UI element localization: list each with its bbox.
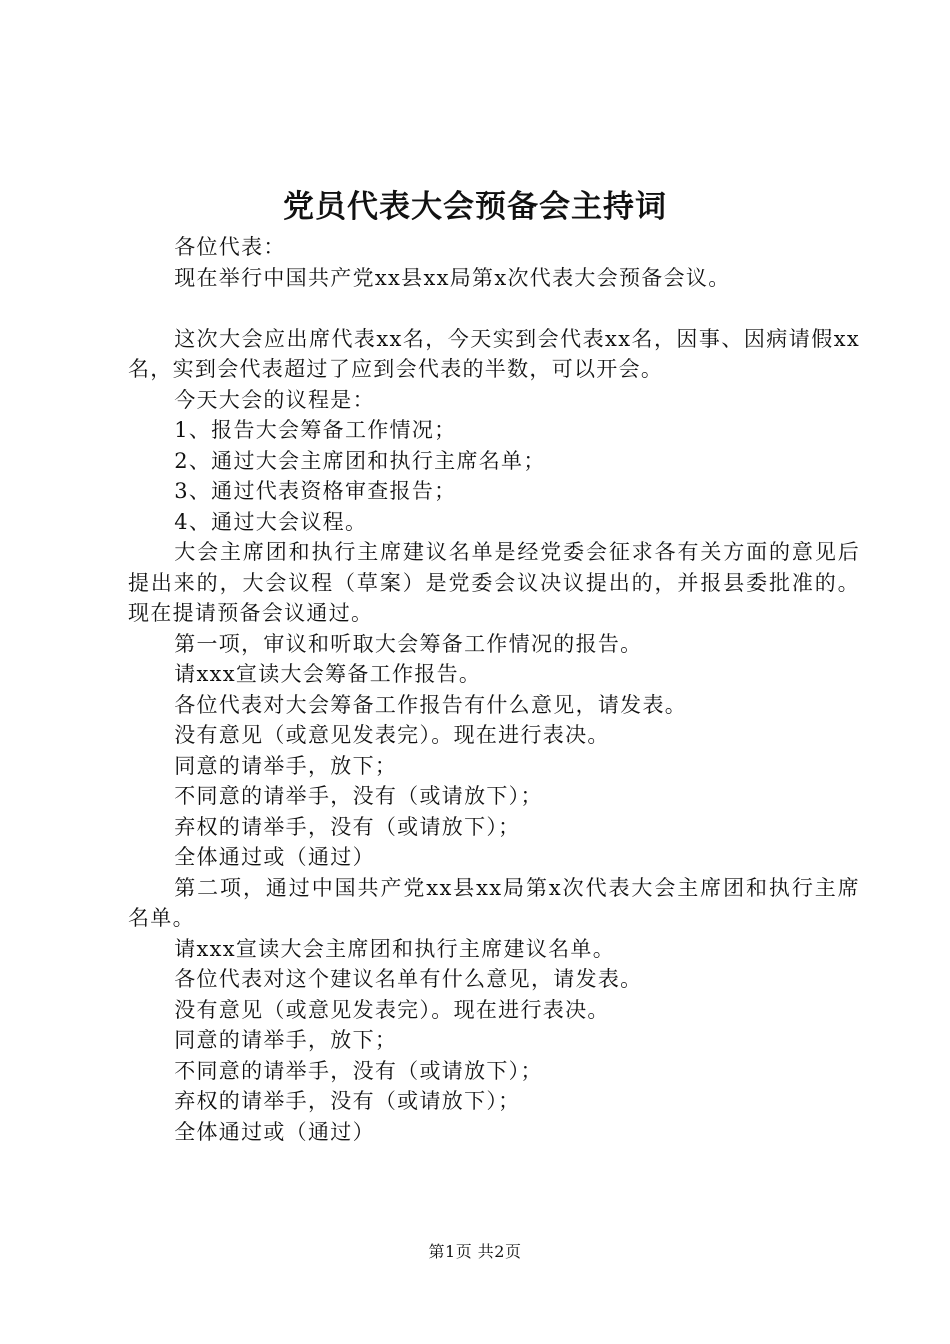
paragraph: 全体通过或（通过） [174, 845, 375, 869]
paragraph: 第一项，审议和听取大会筹备工作情况的报告。 [174, 631, 643, 656]
paragraph: 没有意见（或意见发表完）。现在进行表决。 [174, 997, 610, 1022]
paragraph: 各位代表对大会筹备工作报告有什么意见，请发表。 [174, 692, 688, 717]
paragraph: 全体通过或（通过） [174, 1119, 375, 1144]
paragraph: 请xxx宣读大会主席团和执行主席建议名单。 [174, 936, 616, 961]
paragraph: 同意的请举手，放下； [174, 753, 398, 778]
paragraph: 不同意的请举手，没有（或请放下）； [174, 1058, 543, 1083]
document-body [128, 232, 860, 1147]
paragraph: 1、报告大会筹备工作情况； [174, 418, 457, 442]
paragraph: 请xxx宣读大会筹备工作报告。 [174, 662, 482, 686]
document-title: 党员代表大会预备会主持词 [283, 189, 667, 225]
paragraph: 第二项，通过中国共产党xx县xx局第x次代表大会主席团和执行主席名单。 [128, 875, 860, 930]
paragraph: 各位代表： [174, 235, 286, 259]
paragraph: 4、通过大会议程。 [174, 509, 368, 534]
paragraph: 不同意的请举手，没有（或请放下）； [174, 784, 543, 808]
paragraph: 没有意见（或意见发表完）。现在进行表决。 [174, 723, 610, 747]
paragraph: 弃权的请举手，没有（或请放下）； [174, 814, 521, 839]
paragraph: 3、通过代表资格审查报告； [174, 479, 457, 503]
paragraph: 各位代表对这个建议名单有什么意见，请发表。 [174, 967, 643, 991]
paragraph: 这次大会应出席代表xx名，今天实到会代表xx名，因事、因病请假xx名，实到会代表超过了应到会代表的半数，可以开会。 [128, 326, 860, 381]
blank-line [128, 293, 860, 324]
page-footer: 第1页 共2页 [428, 1242, 522, 1261]
paragraph: 今天大会的议程是： [174, 387, 375, 412]
paragraph: 弃权的请举手，没有（或请放下）； [174, 1089, 521, 1113]
paragraph: 2、通过大会主席团和执行主席名单； [174, 448, 546, 473]
paragraph: 同意的请举手，放下； [174, 1028, 398, 1052]
paragraph: 大会主席团和执行主席建议名单是经党委会征求各有关方面的意见后提出来的，大会议程（草案）是党委会议决议提出的，并报县委批准的。现在提请预备会议通过。 [128, 540, 860, 625]
paragraph: 现在举行中国共产党xx县xx局第x次代表大会预备会议。 [174, 265, 731, 290]
